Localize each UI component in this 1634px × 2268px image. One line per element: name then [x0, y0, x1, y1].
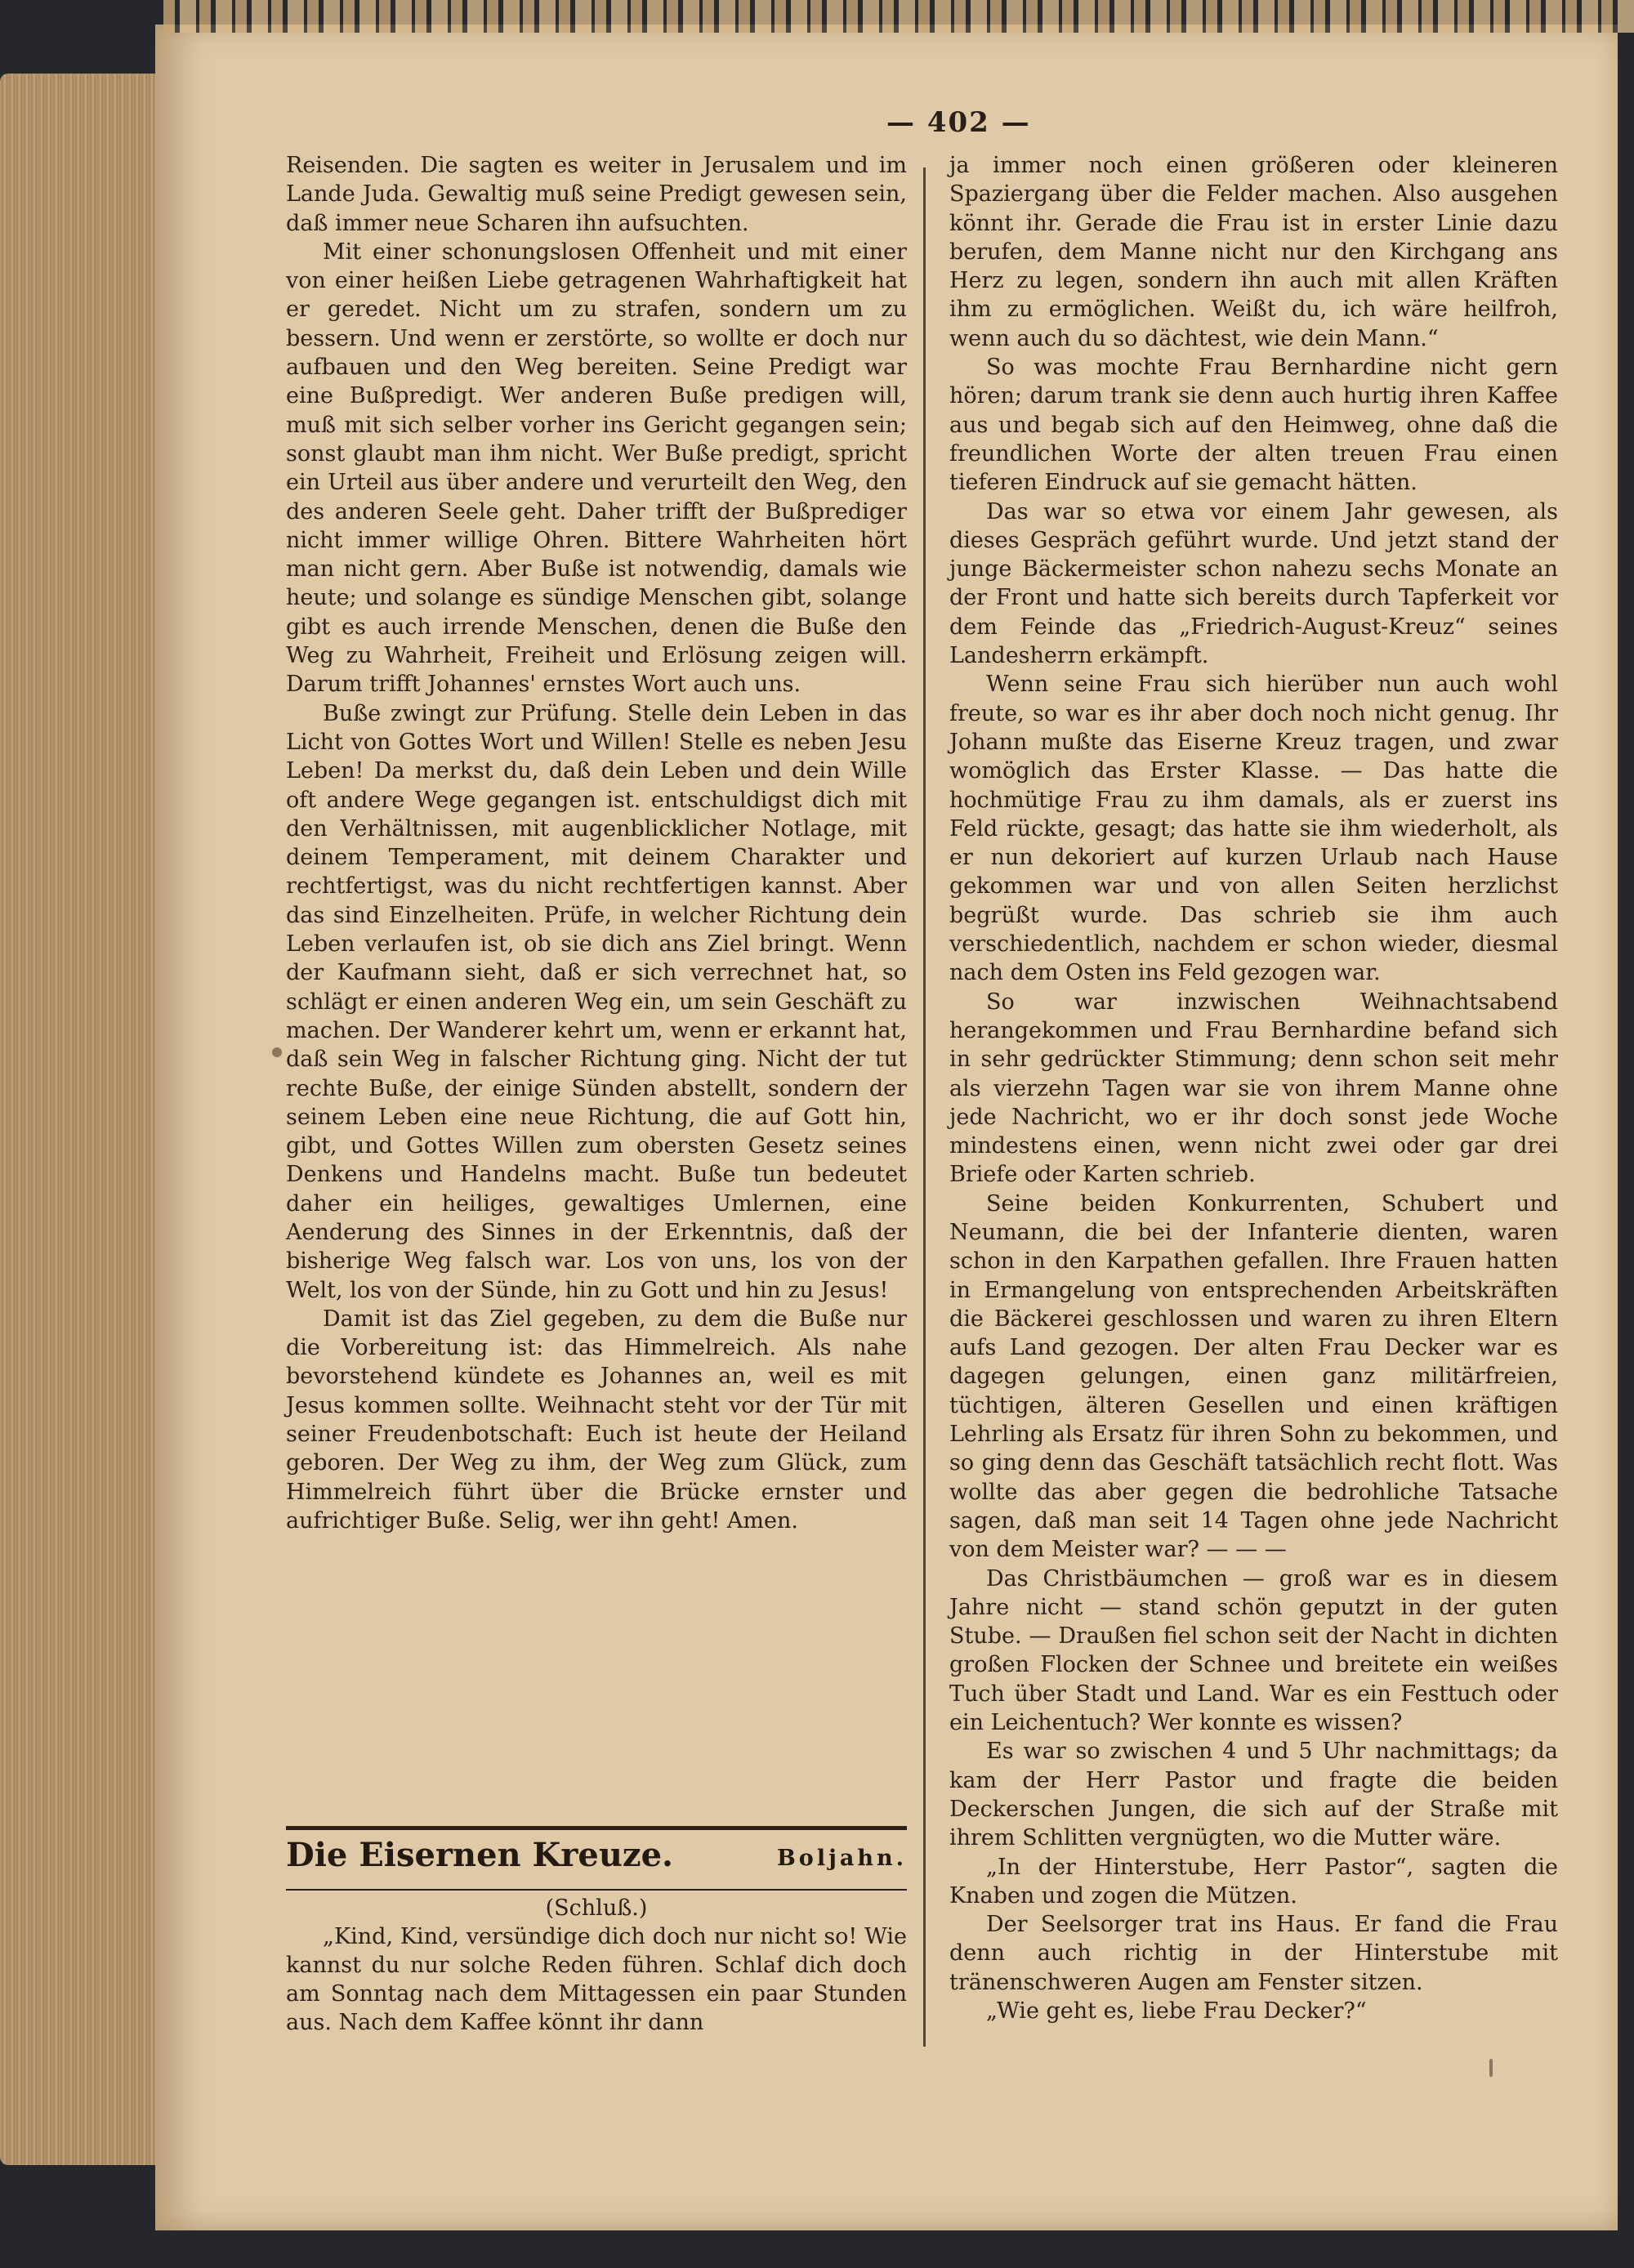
left-column-sermon [286, 151, 907, 1535]
paragraph: Reisenden. Die sagten es weiter in Jerusalem und im Lande Juda. Gewaltig muß seine Predigt gewesen sein, daß immer neue Scharen ihn aufsuchten. [286, 153, 907, 236]
torn-top-edge [163, 0, 1634, 33]
story-title: Die Eisernen Kreuze. [286, 1836, 673, 1874]
paragraph: Es war so zwischen 4 und 5 Uhr nachmittags; da kam der Herr Pastor und fragte die beiden Deckerschen Jungen, die sich auf der Straße mit ihrem Schlitten vergnügten, wo die Mutter wäre. [949, 1739, 1558, 1851]
story-heading-rule-bottom [286, 1889, 907, 1891]
book-page-edges [0, 74, 163, 2165]
paragraph: Seine beiden Konkurrenten, Schubert und Neumann, die bei der Infanterie dienten, waren schon in den Karpathen gefallen. Ihre Frauen hatten in Ermangelung von entsprechenden Arbeitskräften die Bäckerei geschlossen und waren zu ihren Eltern aufs Land gezogen. Der alten Frau Decker war es dagegen gelungen, einen ganz militärfreien, tüchtigen, älteren Gesellen und einen kräftigen Lehrling als Ersatz für ihren Sohn zu bekommen, und so ging denn das Geschäft tatsächlich recht flott. Was wollte das aber gegen die bedrohliche Tatsache sagen, daß man seit 14 Tagen ohne jede Nachricht von dem Meister war? — — — [949, 1190, 1558, 1563]
paragraph: Damit ist das Ziel gegeben, zu dem die Buße nur die Vorbereitung ist: das Himmelreich. Als nahe bevorstehend kündete es Johannes an, weil es mit Jesus kommen sollte. Weihnacht steht vor der Tür mit seiner Freudenbotschaft: Euch ist heute der Heiland geboren. Der Weg zu ihm, der Weg zum Glück, zum Himmelreich führt über die Brücke ernster und aufrichtiger Buße. Selig, wer ihn geht! Amen. [286, 1306, 907, 1534]
paragraph: Buße zwingt zur Prüfung. Stelle dein Leben in das Licht von Gottes Wort und Willen! Stelle es neben Jesu Leben! Da merkst du, daß dein Leben und dein Wille oft andere Wege gegangen ist. entschuldigst dich mit den Verhältnissen, mit augenblicklicher Notlage, mit deinem Temperament, mit deinem Charakter und rechtfertigst, was du nicht rechtfertigen kannst. Aber das sind Einzelheiten. Prüfe, in welcher Richtung dein Leben verlaufen ist, ob sie dich ans Ziel bringt. Wenn der Kaufmann sieht, daß er sich verrechnet hat, so schlägt er einen anderen Weg ein, um sein Geschäft zu machen. Der Wanderer kehrt um, wenn er erkannt hat, daß sein Weg in falscher Richtung ging. Nicht der tut rechte Buße, der einige Sünden abstellt, sondern der seinem Leben eine neue Richtung, die auf Gott hin, gibt, und Gottes Willen zum obersten Gesetz seines Denkens und Handelns macht. Buße tun bedeutet daher ein heiliges, gewaltiges Umlernen, eine Aenderung des Sinnes in der Erkenntnis, daß der bisherige Weg falsch war. Los von uns, los von der Welt, los von der Sünde, hin zu Gott und hin zu Jesus! [286, 700, 907, 1303]
story-opening [286, 1894, 907, 2037]
paragraph: So war inzwischen Weihnachtsabend herangekommen und Frau Bernhardine befand sich in sehr gedrückter Stimmung; denn schon seit mehr als vierzehn Tagen war sie von ihrem Manne ohne jede Nachricht, wo er ihr doch sonst jede Woche mindestens einen, wenn nicht zwei oder gar drei Briefe oder Karten schrieb. [949, 989, 1558, 1188]
paragraph: „Wie geht es, liebe Frau Decker?“ [986, 1998, 1367, 2024]
ink-spot [272, 1047, 282, 1057]
paragraph: Der Seelsorger trat ins Haus. Er fand die Frau denn auch richtig in der Hinterstube mit tränenschweren Augen am Fenster sitzen. [949, 1912, 1558, 1995]
paragraph: „In der Hinterstube, Herr Pastor“, sagten die Knaben und zogen die Mützen. [949, 1854, 1558, 1909]
right-column-story [949, 151, 1558, 2025]
paragraph: Das war so etwa vor einem Jahr gewesen, als dieses Gespräch geführt wurde. Und jetzt stand der junge Bäckermeister schon nahezu sechs Monate an der Front und hatte sich bereits durch Tapferkeit vor dem Feinde das „Friedrich-August-Kreuz“ seines Landesherrn erkämpft. [949, 498, 1558, 669]
paragraph: „Kind, Kind, versündige dich doch nur nicht so! Wie kannst du nur solche Reden führen. Schlaf dich doch am Sonntag nach dem Mittagessen ein paar Stunden aus. Nach dem Kaffee könnt ihr dann [286, 1924, 907, 2035]
paragraph: Wenn seine Frau sich hierüber nun auch wohl freute, so war es ihr aber doch noch nicht genug. Ihr Johann mußte das Eiserne Kreuz tragen, und zwar womöglich das Erster Klasse. — Das hatte die hochmütige Frau zu ihm damals, als er zuerst ins Feld rückte, gesagt; das hatte sie ihm wiederholt, als er nun dekoriert auf kurzen Urlaub nach Hause gekommen war und von allen Seiten herzlichst begrüßt wurde. Das schrieb sie ihm auch verschiedentlich, nachdem er schon wieder, diesmal nach dem Osten ins Feld gezogen war. [949, 672, 1558, 986]
paragraph: ja immer noch einen größeren oder kleineren Spaziergang über die Felder machen. Also ausgehen könnt ihr. Gerade die Frau ist in erster Linie dazu berufen, dem Manne nicht nur den Kirchgang ans Herz zu legen, sondern ihn auch mit allen Kräften ihm zu ermöglichen. Weißt du, ich wäre heilfroh, wenn auch du so dächtest, wie dein Mann.“ [949, 153, 1558, 351]
column-divider [923, 167, 926, 2047]
paragraph: Mit einer schonungslosen Offenheit und mit einer von einer heißen Liebe getragenen Wahrhaftigkeit hat er geredet. Nicht um zu strafen, sondern um zu bessern. Und wenn er zerstörte, so wollte er doch nur aufbauen und den Weg bereiten. Seine Predigt war eine Bußpredigt. Wer anderen Buße predigen will, muß mit sich selber vorher ins Gericht gegangen sein; sonst glaubt man ihm nicht. Wer Buße predigt, spricht ein Urteil aus über andere und verurteilt den Weg, den des anderen Seele geht. Daher trifft der Bußprediger nicht immer willige Ohren. Bittere Wahrheiten hört man nicht gern. Aber Buße ist notwendig, damals wie heute; und solange es sündige Menschen gibt, solange gibt es auch irrende Menschen, denen die Buße den Weg zu Wahrheit, Freiheit und Erlösung zeigen will. Darum trifft Johannes' ernstes Wort auch uns. [286, 239, 907, 698]
ink-spot [1489, 2059, 1493, 2077]
paragraph: So was mochte Frau Bernhardine nicht gern hören; darum trank sie denn auch hurtig ihren Kaffee aus und begab sich auf den Heimweg, ohne daß die freundlichen Worte der alten treuen Frau einen tieferen Eindruck auf sie gemacht hätten. [949, 355, 1558, 496]
story-heading-rule-top [286, 1826, 907, 1830]
story-author: Boljahn. [776, 1846, 907, 1871]
story-subtitle: (Schluß.) [545, 1895, 648, 1921]
story-heading [286, 1836, 907, 1885]
paragraph: Das Christbäumchen — groß war es in diesem Jahre nicht — stand schön geputzt in der guten Stube. — Draußen fiel schon seit der Nacht in dichten großen Flocken der Schnee und breitete ein weißes Tuch über Stadt und Land. War es ein Festtuch oder ein Leichentuch? Wer konnte es wissen? [949, 1565, 1558, 1736]
page-number: — 402 — [886, 106, 1031, 139]
